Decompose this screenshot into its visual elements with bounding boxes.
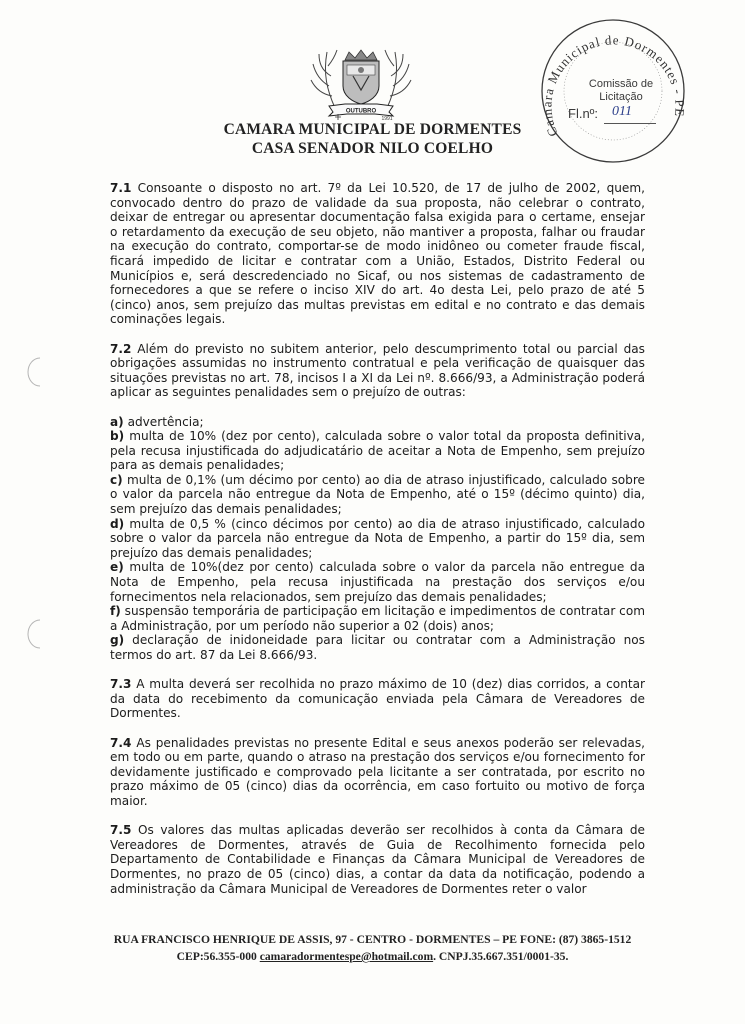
clause-number: 7.5 <box>110 823 132 838</box>
clause-number: 7.1 <box>110 181 132 195</box>
clause-7-2 <box>110 342 645 400</box>
penalty-item-g <box>110 633 645 662</box>
stamp-line-2: Licitação <box>599 91 643 103</box>
stamp-folio-label: Fl.nº: <box>568 106 599 121</box>
penalty-item-b <box>110 429 645 473</box>
clause-7-4 <box>110 736 645 809</box>
punch-hole-mark <box>26 618 42 650</box>
penalty-letter: f) <box>110 604 121 619</box>
penalty-text: multa de 10%(dez por cento) calculada sobre o valor da parcela não entregue da Nota de Empenho, pela recusa injustificada na prestação dos serviços e/ou fornecimentos nela relacionados, sem prejuízo das demais penalidades; <box>110 560 645 604</box>
stamp-folio-underline <box>604 123 656 124</box>
penalty-item-f <box>110 604 645 633</box>
penalty-letter: b) <box>110 429 125 444</box>
footer-contact <box>0 950 745 963</box>
clause-text: Consoante o disposto no art. 7º da Lei 10.520, de 17 de julho de 2002, quem, convocado dentro do prazo de validade da sua proposta, não celebrar o contrato, deixar de entregar ou apresentar documentação falsa exigida para o certame, ensejar o retardamento da execução de seu objeto, não mantiver a proposta, falhar ou fraudar na execução do contrato, comportar-se de modo inidôneo ou cometer fraude fiscal, ficará impedido de licitar e contratar com a União, Estados, Distrito Federal ou Municípios e, será descredenciado no Sicaf, ou nos sistemas de cadastramento de fornecedores a que se refere o inciso XIV do art. 4o desta Lei, pelo prazo de até 5 (cinco) anos, sem prejuízo das multas previstas em edital e no contrato e das demais cominações legais. <box>110 181 645 327</box>
clause-7-5 <box>110 823 645 896</box>
stamp-ring-text: Camara Municipal de Dormentes - PE <box>539 32 688 139</box>
clause-number: 7.3 <box>110 677 132 692</box>
penalty-item-d <box>110 517 645 561</box>
municipal-crest-logo <box>305 46 417 120</box>
clause-text: Além do previsto no subitem anterior, pelo descumprimento total ou parcial das obrigações assumidas no instrumento contratual e pela verificação de quaisquer das situações previstas no art. 78, incisos I a XI da Lei nº. 8.666/93, a Administração poderá aplicar as seguintes penalidades sem o prejuízo de outras: <box>110 341 645 400</box>
institution-title: CAMARA MUNICIPAL DE DORMENTES <box>223 121 522 138</box>
clause-7-3 <box>110 677 645 721</box>
penalty-text: multa de 0,5 % (cinco décimos por cento) ao dia de atraso injustificado, calculado sobre o valor da parcela não entregue da Nota de Empenho, a partir do 15º dia, sem prejuízo das demais penalidades; <box>110 516 645 560</box>
clause-number: 7.2 <box>110 341 132 356</box>
stamp-line-1: Comissão de <box>588 78 654 90</box>
footer-cep: CEP:56.355-000 <box>176 950 257 963</box>
punch-hole-mark <box>26 356 42 388</box>
penalty-text: declaração de inidoneidade para licitar ou contratar com a Administração nos termos do art. 87 da Lei 8.666/93. <box>110 633 645 662</box>
footer-address: RUA FRANCISCO HENRIQUE DE ASSIS, 97 - CENTRO - DORMENTES – PE FONE: (87) 3865-1512 <box>113 933 632 946</box>
clause-text: As penalidades previstas no presente Edital e seus anexos poderão ser relevadas, em todo ou em parte, quando o atraso na prestação dos serviços e/ou fornecimento for devidamente justificado e comprovado pela licitante a ser contratada, por escrito no prazo máximo de 05 (cinco) dias da ocorrência, em caso fortuito ou motivo de força maior. <box>110 735 645 808</box>
penalty-item-a <box>110 415 645 430</box>
penalty-letter: g) <box>110 633 125 648</box>
crest-band-text: OUTUBRO <box>345 108 377 115</box>
penalty-text: multa de 0,1% (um décimo por cento) ao dia de atraso injustificado, calculado sobre o valor da parcela não entregue da Nota de Empenho, até o 15º (décimo quinto) dia, sem prejuízo das demais penalidades; <box>110 472 645 517</box>
penalty-letter: e) <box>110 560 124 575</box>
crest-year-text: 1991 <box>381 116 393 120</box>
penalty-item-e <box>110 560 645 604</box>
footer-email-link[interactable]: camaradormentespe@hotmail.com <box>259 950 434 963</box>
penalty-list <box>110 415 645 663</box>
institution-subtitle: CASA SENADOR NILO COELHO <box>251 140 494 157</box>
document-body <box>110 181 645 911</box>
penalty-text: multa de 10% (dez por cento), calculada sobre o valor total da proposta definitiva, pela recusa injustificada do adjudicatário de aceitar a Nota de Empenho, sem prejuízo para as demais penalidades; <box>110 429 645 473</box>
stamp-commission-label <box>575 78 667 104</box>
penalty-letter: c) <box>110 472 123 487</box>
clause-text: Os valores das multas aplicadas deverão ser recolhidos à conta da Câmara de Vereadores de Dormentes, através de Guia de Recolhimento fornecida pelo Departamento de Contabilidade e Finanças da Câmara Municipal de Vereadores de Dormentes, no prazo de 05 (cinco) dias, a contar da data da notificação, podendo a administração da Câmara Municipal de Vereadores de Dormentes reter o valor <box>110 823 645 896</box>
penalty-letter: a) <box>110 414 124 429</box>
penalty-letter: d) <box>110 516 125 531</box>
clause-text: A multa deverá ser recolhida no prazo máximo de 10 (dez) dias corridos, a contar da data do recebimento da comunicação enviada pela Câmara de Vereadores de Dormentes. <box>110 677 645 721</box>
footer-cnpj: . CNPJ.35.667.351/0001-35. <box>433 950 569 963</box>
penalty-text: suspensão temporária de participação em licitação e impedimentos de contratar com a Administração, por um período não superior a 02 (dois) anos; <box>110 604 645 633</box>
penalty-text: advertência; <box>127 414 204 429</box>
penalty-item-c <box>110 473 645 517</box>
clause-7-1 <box>110 181 645 327</box>
stamp-folio-number: 011 <box>612 104 632 119</box>
clause-number: 7.4 <box>110 735 132 750</box>
